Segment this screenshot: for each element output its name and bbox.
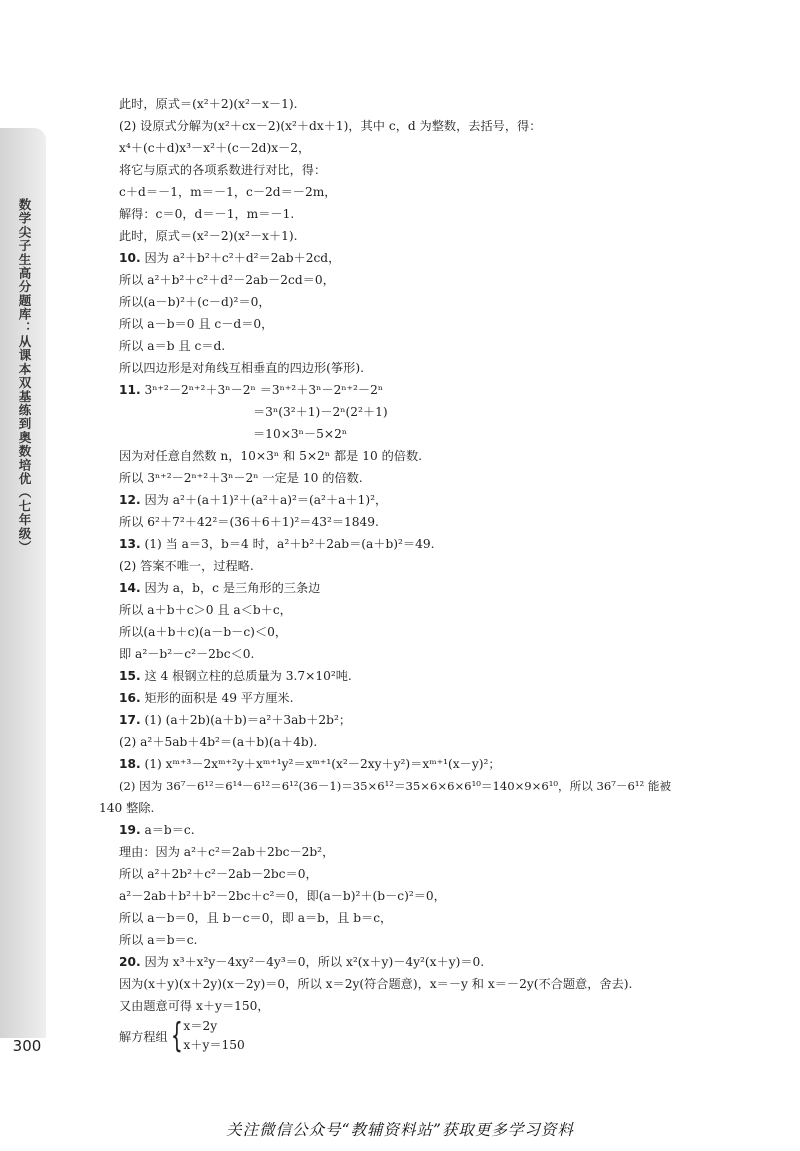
text-line: ＝3ⁿ(3²＋1)－2ⁿ(2²＋1): [253, 405, 388, 419]
equation-lines: [183, 1017, 244, 1055]
question-20: 20. 因为 x³＋x²y－4xy²－4y³＝0，所以 x²(x＋y)－4y²(x＋y)＝0.: [119, 955, 485, 969]
question-10: 10. 因为 a²＋b²＋c²＋d²＝2ab＋2cd，: [119, 251, 341, 265]
text-line: (2) a²＋5ab＋4b²＝(a＋b)(a＋4b).: [119, 735, 318, 749]
footer-watermark: 关注微信公众号“教辅资料站”获取更多学习资料: [226, 1121, 574, 1139]
text-line: 因为(x＋y)(x＋2y)(x－2y)＝0，所以 x＝2y(符合题意)，x＝－y 和 x＝－2y(不合题意，舍去).: [119, 977, 633, 991]
text-line: 140 整除.: [99, 801, 155, 815]
question-18: 18. (1) xᵐ⁺³－2xᵐ⁺²y＋xᵐ⁺¹y²＝xᵐ⁺¹(x²－2xy＋y²)＝xᵐ⁺¹(x－y)²；: [119, 757, 501, 771]
equation-1: x＝2y: [183, 1019, 218, 1033]
question-14: 14. 因为 a，b，c 是三角形的三条边: [119, 581, 321, 595]
text-line: 解得：c＝0，d＝－1，m＝－1.: [119, 207, 295, 221]
text-line: 理由：因为 a²＋c²＝2ab＋2bc－2b²，: [119, 845, 335, 859]
question-16: 16. 矩形的面积是 49 平方厘米.: [119, 691, 294, 705]
text-line: 所以 a＝b＝c.: [119, 933, 198, 947]
text-line: 所以(a－b)²＋(c－d)²＝0，: [119, 295, 271, 309]
text-line: 所以 a＝b 且 c＝d.: [119, 339, 226, 353]
text-line: (2) 因为 36⁷－6¹²＝6¹⁴－6¹²＝6¹²(36－1)＝35×6¹²＝35×6×6×6¹⁰＝140×9×6¹⁰，所以 36⁷－6¹² 能被: [119, 779, 672, 793]
text-line: 即 a²－b²－c²－2bc＜0.: [119, 647, 255, 661]
text-line: 所以 a²＋b²＋c²＋d²－2ab－2cd＝0，: [119, 273, 335, 287]
text-line: 所以(a＋b＋c)(a－b－c)＜0，: [119, 625, 288, 639]
text-line: 所以四边形是对角线互相垂直的四边形(筝形).: [119, 361, 364, 375]
question-19: 19. a＝b＝c.: [119, 823, 195, 837]
equation-2: x＋y＝150: [183, 1038, 245, 1052]
text-line: c＋d＝－1，m＝－1，c－2d＝－2m，: [119, 185, 337, 199]
text-line: 所以 a²＋2b²＋c²－2ab－2bc＝0，: [119, 867, 318, 881]
text-line: 此时，原式＝(x²－2)(x²－x＋1).: [119, 229, 298, 243]
text-line: (2) 答案不唯一，过程略.: [119, 559, 254, 573]
text-line: 又由题意可得 x＋y＝150，: [119, 999, 270, 1013]
text-line: (2) 设原式分解为(x²＋cx－2)(x²＋dx＋1)，其中 c，d 为整数，去括号，得：: [119, 119, 542, 133]
text-line: x⁴＋(c＋d)x³－x²＋(c－2d)x－2，: [119, 141, 311, 155]
question-13: 13. (1) 当 a＝3，b＝4 时，a²＋b²＋2ab＝(a＋b)²＝49.: [119, 537, 435, 551]
text-line: ＝10×3ⁿ－5×2ⁿ: [253, 427, 348, 441]
question-11: 11. 3ⁿ⁺²－2ⁿ⁺²＋3ⁿ－2ⁿ ＝3ⁿ⁺²＋3ⁿ－2ⁿ⁺²－2ⁿ: [119, 383, 384, 397]
text-line: a²－2ab＋b²＋b²－2bc＋c²＝0，即(a－b)²＋(b－c)²＝0，: [119, 889, 446, 903]
question-17: 17. (1) (a＋2b)(a＋b)＝a²＋3ab＋2b²；: [119, 713, 352, 727]
equation-system-label: 解方程组: [119, 1029, 168, 1044]
text-line: 将它与原式的各项系数进行对比，得：: [119, 163, 327, 177]
text-line: 所以 6²＋7²＋42²＝(36＋6＋1)²＝43²＝1849.: [119, 515, 379, 529]
book-title-vertical: 数学尖子生高分题库：从课本双基练到奥数培优（七年级）: [17, 198, 32, 555]
question-15: 15. 这 4 根钢立柱的总质量为 3.7×10²吨.: [119, 669, 352, 683]
text-line: 因为对任意自然数 n，10×3ⁿ 和 5×2ⁿ 都是 10 的倍数.: [119, 449, 423, 463]
equation-system: [119, 1017, 245, 1055]
text-line: 所以 3ⁿ⁺²－2ⁿ⁺²＋3ⁿ－2ⁿ 一定是 10 的倍数.: [119, 471, 363, 485]
page-number: 300: [12, 1037, 42, 1055]
question-12: 12. 因为 a²＋(a＋1)²＋(a²＋a)²＝(a²＋a＋1)²，: [119, 493, 388, 507]
text-line: 此时，原式＝(x²＋2)(x²－x－1).: [119, 97, 298, 111]
left-brace: {: [170, 1016, 183, 1056]
text-line: 所以 a－b＝0，且 b－c＝0，即 a＝b，且 b＝c，: [119, 911, 393, 925]
text-line: 所以 a＋b＋c＞0 且 a＜b＋c，: [119, 603, 292, 617]
text-line: 所以 a－b＝0 且 c－d＝0，: [119, 317, 274, 331]
